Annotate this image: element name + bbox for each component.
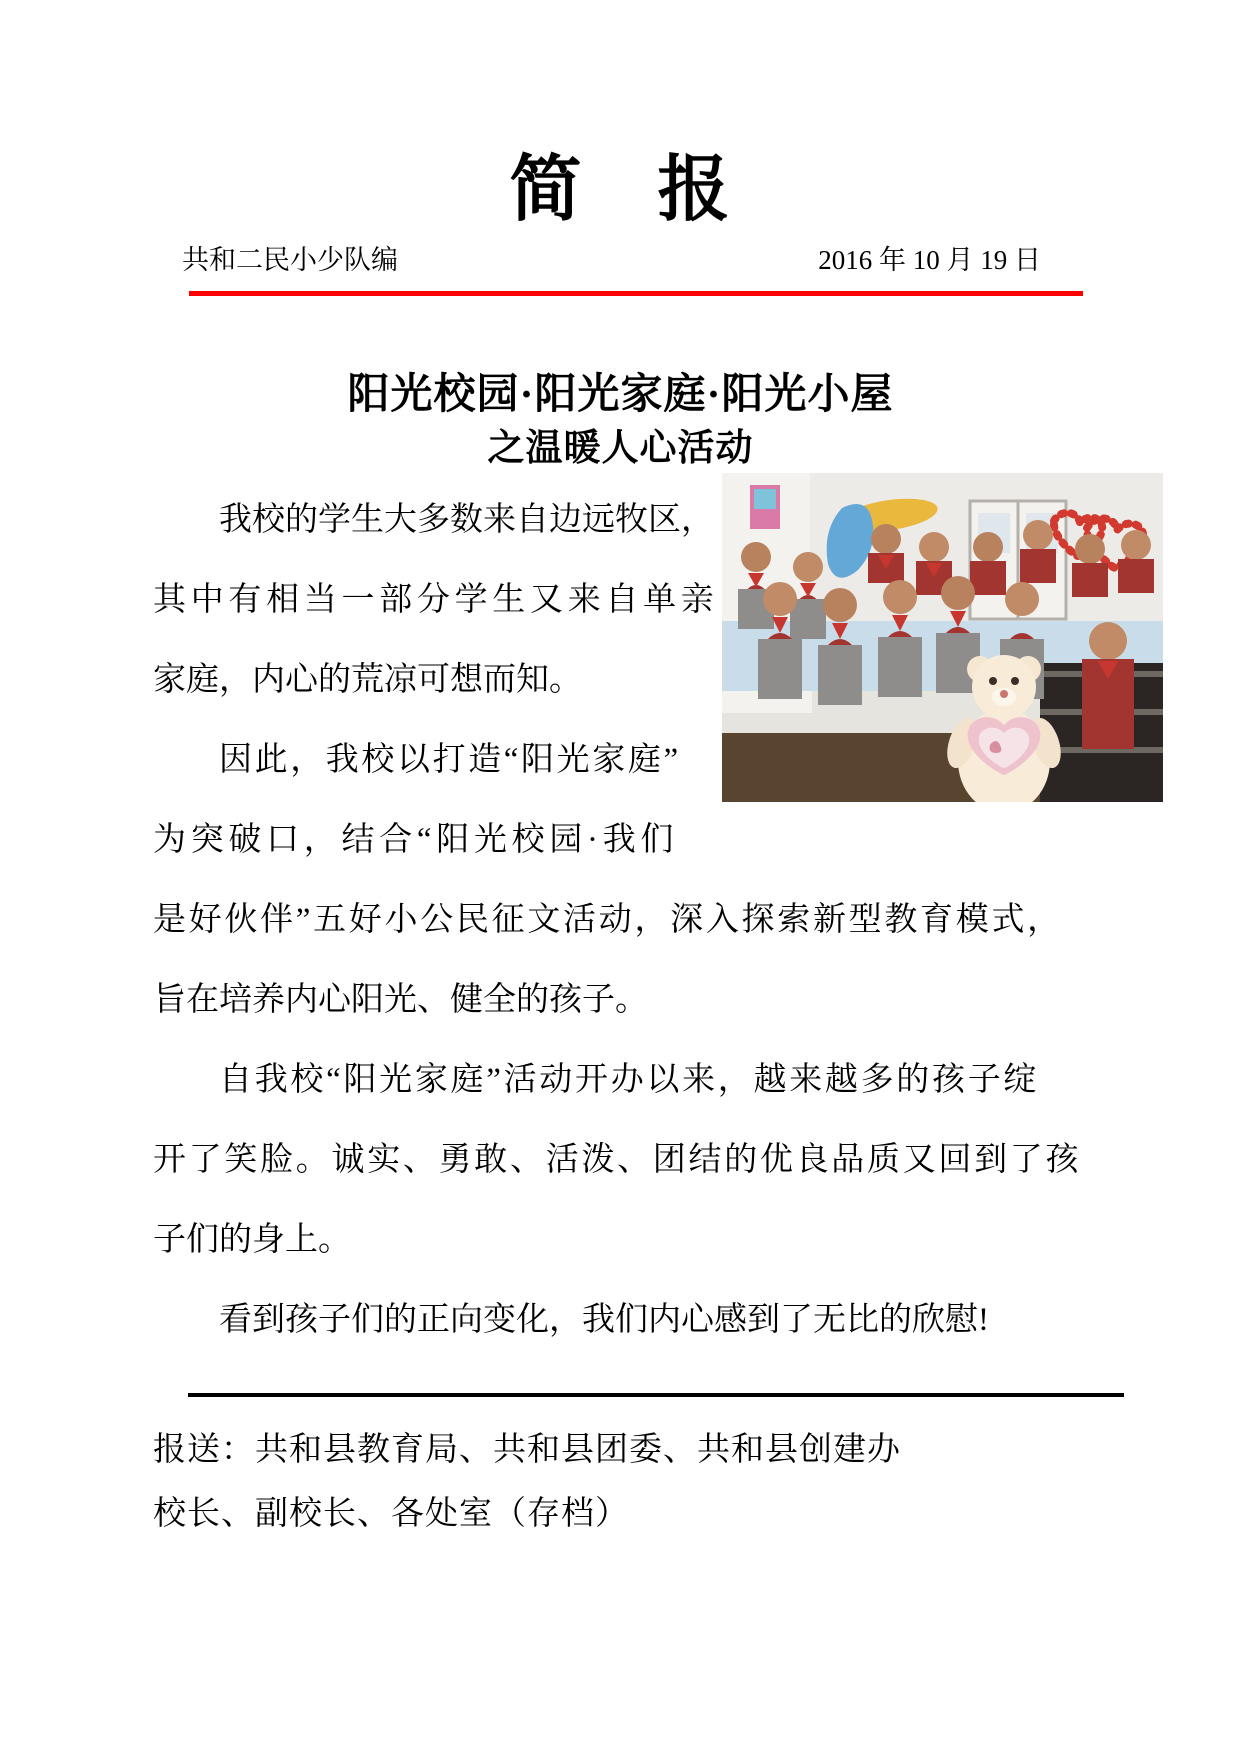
- body-line: 自我校“阳光家庭”活动开办以来，越来越多的孩子绽: [219, 1062, 1040, 1098]
- footer-recipients-line: 校长、副校长、各处室（存档）: [153, 1496, 629, 1532]
- body-line: 其中有相当一部分学生又来自单亲: [153, 582, 719, 618]
- body-line: 子们的身上。: [153, 1222, 351, 1258]
- body-line: 是好伙伴”五好小公民征文活动，深入探索新型教育模式，: [153, 902, 1063, 938]
- body-line: 看到孩子们的正向变化，我们内心感到了无比的欣慰!: [219, 1302, 989, 1338]
- body-line: 我校的学生大多数来自边远牧区，: [219, 502, 714, 538]
- main-heading: 阳光校园·阳光家庭·阳光小屋: [347, 372, 894, 418]
- students-photo-image: [722, 473, 1163, 802]
- body-line: 为突破口，结合“阳光校园·我们: [153, 822, 679, 858]
- sub-heading: 之温暖人心活动: [487, 428, 754, 469]
- footer: [153, 1418, 1103, 1546]
- body-line: 旨在培养内心阳光、健全的孩子。: [153, 982, 648, 1018]
- header-red-divider: [189, 291, 1083, 296]
- footer-divider: [188, 1393, 1124, 1397]
- footer-distribution-line: 报送：共和县教育局、共和县团委、共和县创建办: [153, 1432, 901, 1468]
- page-title: 简 报: [509, 150, 732, 230]
- body-line: 家庭，内心的荒凉可想而知。: [153, 662, 582, 698]
- body-line: 因此，我校以打造“阳光家庭”: [219, 742, 681, 778]
- body-line: 开了笑脸。诚实、勇敢、活泼、团结的优良品质又回到了孩: [153, 1142, 1082, 1178]
- date-label: 2016 年 10 月 19 日: [818, 245, 1041, 275]
- editor-label: 共和二民小少队编: [182, 245, 398, 275]
- students-photo: [722, 473, 1163, 802]
